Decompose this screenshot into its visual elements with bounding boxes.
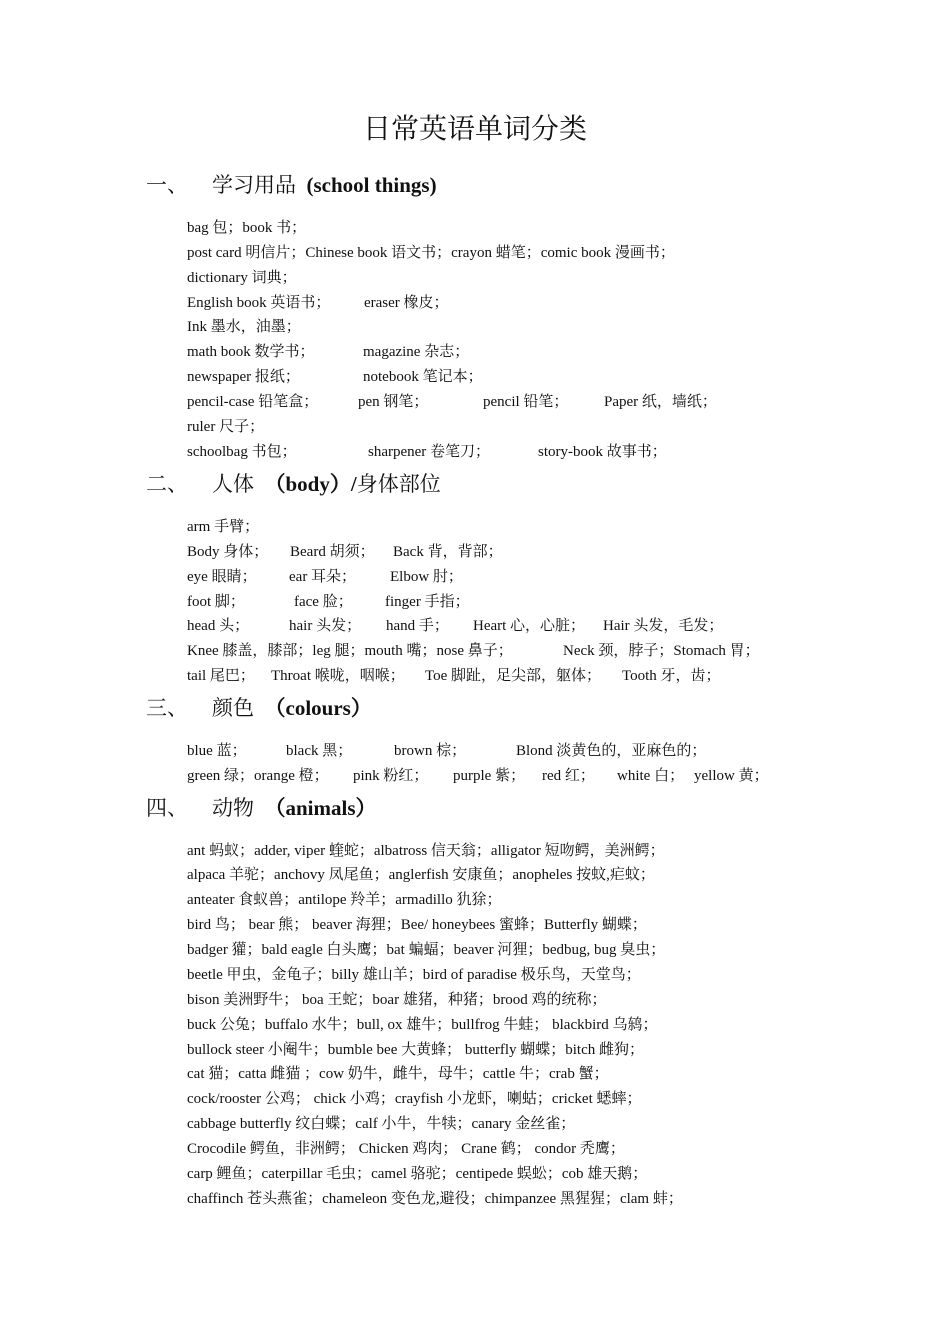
page-title: 日常英语单词分类 xyxy=(362,114,587,145)
vocab-line: chaffinch 苍头燕雀；chameleon 变色龙,避役；chimpanzee 黑猩猩；clam 蚌； xyxy=(187,1191,683,1207)
vocab-line xyxy=(187,516,259,538)
section-label: 人体 xyxy=(212,472,254,496)
vocab-entry: magazine 杂志； xyxy=(363,344,470,360)
vocab-entry: head 头； xyxy=(187,618,250,634)
vocab-entry: sharpener 卷笔刀； xyxy=(368,444,491,460)
vocab-entry: Neck 颈，脖子；Stomach 胃； xyxy=(563,643,760,659)
vocab-entry: red 红； xyxy=(542,768,595,784)
vocab-entry: hand 手； xyxy=(386,618,449,634)
vocab-line xyxy=(187,665,721,687)
vocab-entry: arm 手臂； xyxy=(187,519,260,535)
vocab-line xyxy=(187,541,503,563)
section-suffix: 身体部位 xyxy=(356,472,441,496)
vocab-line: cock/rooster 公鸡； chick 小鸡；crayfish 小龙虾，喇蛄；cricket 蟋蟀； xyxy=(187,1091,642,1107)
vocab-line xyxy=(187,416,264,438)
vocab-line: cat 猫；catta 雌猫 ；cow 奶牛，雌牛，母牛；cattle 牛；crab 蟹； xyxy=(187,1066,609,1082)
vocab-entry: blue 蓝； xyxy=(187,743,247,759)
vocab-entry: eraser 橡皮； xyxy=(364,295,449,311)
vocab-entry: post card 明信片；Chinese book 语文书；crayon 蜡笔；comic book 漫画书； xyxy=(187,245,675,261)
vocab-entry: Elbow 肘； xyxy=(390,569,463,585)
vocab-entry: Back 背，背部； xyxy=(393,544,503,560)
vocab-line: badger 獾；bald eagle 白头鹰；bat 蝙蝠；beaver 河狸；bedbug, bug 臭虫； xyxy=(187,942,666,958)
vocab-entry: purple 紫； xyxy=(453,768,526,784)
vocab-line xyxy=(187,740,706,762)
vocab-entry: eye 眼睛； xyxy=(187,569,257,585)
vocab-entry: Beard 胡须； xyxy=(290,544,375,560)
vocab-entry: Hair 头发，毛发； xyxy=(603,618,724,634)
section-english: （body）/ xyxy=(264,472,357,496)
vocab-entry: Knee 膝盖，膝部；leg 腿；mouth 嘴；nose 鼻子； xyxy=(187,643,513,659)
vocab-entry: story-book 故事书； xyxy=(538,444,667,460)
vocab-line: cabbage butterfly 纹白蝶；calf 小牛，牛犊；canary 金丝雀； xyxy=(187,1116,576,1132)
vocab-entry: schoolbag 书包； xyxy=(187,444,297,460)
vocab-line xyxy=(187,242,675,264)
section-heading-school-things xyxy=(146,170,437,200)
vocab-line: anteater 食蚁兽；antilope 羚羊；armadillo 犰狳； xyxy=(187,892,502,908)
vocab-line: Crocodile 鳄鱼，非洲鳄； Chicken 鸡肉； Crane 鹤； condor 秃鹰； xyxy=(187,1141,625,1157)
vocab-entry: pen 钢笔； xyxy=(358,394,429,410)
vocab-entry: dictionary 词典； xyxy=(187,270,297,286)
vocab-entry: face 脸； xyxy=(294,594,353,610)
vocab-entry: math book 数学书； xyxy=(187,344,315,360)
vocab-entry: pencil 铅笔； xyxy=(483,394,569,410)
vocab-entry: Tooth 牙，齿； xyxy=(622,668,721,684)
vocab-entry: foot 脚； xyxy=(187,594,245,610)
vocab-entry: notebook 笔记本； xyxy=(363,369,483,385)
vocab-line xyxy=(187,292,449,314)
vocab-line: ant 蚂蚁；adder, viper 蝰蛇；albatross 信天翁；alligator 短吻鳄，美洲鳄； xyxy=(187,843,665,859)
vocab-entry: yellow 黄； xyxy=(694,768,769,784)
vocab-line: bird 鸟； bear 熊； beaver 海狸；Bee/ honeybees 蜜蜂；Butterfly 蝴蝶； xyxy=(187,917,647,933)
section-english: （colours） xyxy=(264,696,372,720)
vocab-entry: Blond 淡黄色的，亚麻色的； xyxy=(516,743,707,759)
vocab-entry: black 黑； xyxy=(286,743,353,759)
vocab-line xyxy=(187,615,723,637)
vocab-entry: pencil-case 铅笔盒； xyxy=(187,394,319,410)
section-heading-colours xyxy=(146,693,372,723)
section-english: (school things) xyxy=(306,173,437,197)
vocab-line xyxy=(187,566,463,588)
section-number: 四、 xyxy=(146,796,188,820)
vocab-line xyxy=(187,341,469,363)
vocab-entry: bag 包；book 书； xyxy=(187,220,307,236)
vocab-entry: hair 头发； xyxy=(289,618,362,634)
vocab-line xyxy=(187,765,769,787)
vocab-entry: Body 身体； xyxy=(187,544,269,560)
section-number: 二、 xyxy=(146,472,188,496)
vocab-entry: tail 尾巴； xyxy=(187,668,255,684)
section-english: （animals） xyxy=(264,796,377,820)
vocab-line: bullock steer 小阉牛；bumble bee 大黄蜂； butterfly 蝴蝶；bitch 雌狗； xyxy=(187,1042,645,1058)
section-number: 三、 xyxy=(146,696,188,720)
vocab-entry: Paper 纸，墙纸； xyxy=(604,394,717,410)
vocab-line: alpaca 羊驼；anchovy 凤尾鱼；anglerfish 安康鱼；anopheles 按蚊,疟蚊； xyxy=(187,867,655,883)
vocab-line: beetle 甲虫，金龟子；billy 雄山羊；bird of paradise 极乐鸟，天堂鸟； xyxy=(187,967,641,983)
vocab-entry: Ink 墨水，油墨； xyxy=(187,319,301,335)
vocab-line xyxy=(187,391,717,413)
vocab-line xyxy=(187,640,760,662)
section-label: 学习用品 xyxy=(212,173,296,197)
vocab-entry: green 绿；orange 橙； xyxy=(187,768,329,784)
vocab-entry: newspaper 报纸； xyxy=(187,369,300,385)
vocab-entry: Heart 心，心脏； xyxy=(473,618,586,634)
vocab-line xyxy=(187,591,470,613)
vocab-entry: finger 手指； xyxy=(385,594,470,610)
vocab-line: buck 公兔；buffalo 水牛；bull, ox 雄牛；bullfrog 牛蛙； blackbird 乌鸫； xyxy=(187,1017,658,1033)
section-label: 动物 xyxy=(212,796,254,820)
vocab-entry: white 白； xyxy=(617,768,685,784)
section-heading-animals xyxy=(146,793,377,823)
vocab-line xyxy=(187,316,301,338)
vocab-line xyxy=(187,441,667,463)
vocab-line xyxy=(187,217,306,239)
section-number: 一、 xyxy=(146,173,188,197)
vocab-line xyxy=(187,267,297,289)
vocab-entry: English book 英语书； xyxy=(187,295,331,311)
vocab-entry: ruler 尺子； xyxy=(187,419,265,435)
vocab-line: bison 美洲野牛； boa 王蛇；boar 雄猪，种猪；brood 鸡的统称； xyxy=(187,992,607,1008)
vocab-line: carp 鲤鱼；caterpillar 毛虫；camel 骆驼；centipede 蜈蚣；cob 雄天鹅； xyxy=(187,1166,648,1182)
vocab-entry: Toe 脚趾，足尖部，躯体； xyxy=(425,668,602,684)
section-heading-body xyxy=(146,469,441,499)
vocab-entry: brown 棕； xyxy=(394,743,467,759)
vocab-line xyxy=(187,366,483,388)
vocab-entry: ear 耳朵； xyxy=(289,569,357,585)
section-label: 颜色 xyxy=(212,696,254,720)
vocab-entry: pink 粉红； xyxy=(353,768,429,784)
vocab-entry: Throat 喉咙，咽喉； xyxy=(271,668,405,684)
